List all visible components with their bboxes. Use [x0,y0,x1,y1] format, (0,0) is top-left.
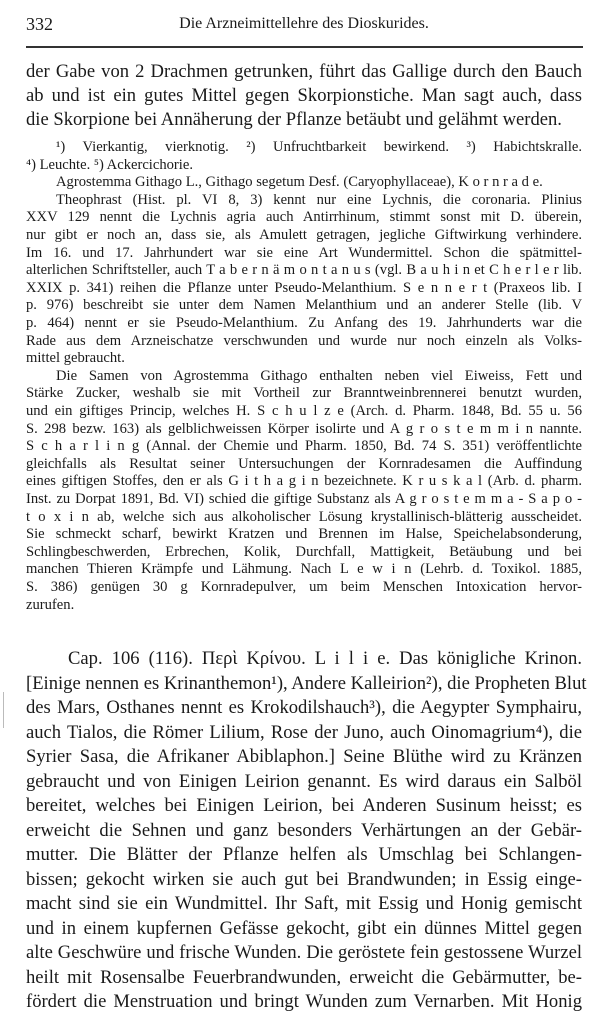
text-line: t o x i n ab, welche sich aus alkoholischer Lösung krystallinisch-blätterig ausscheidet. [26,508,582,525]
text-line: Rade aus dem Arzneischatze verschwunden und wurde nur noch einzeln als Volks- [26,332,582,349]
text-line: Im 16. und 17. Jahrhundert war sie eine Art Wundermittel. Schon die spätmittel- [26,244,582,261]
page-number: 332 [26,14,53,34]
running-title: Die Arzneimittellehre des Dioskurides. [179,15,429,32]
text-line: erweicht die Sehnen und ganz besonders Verhärtungen an der Gebär- [26,819,582,841]
text-line: S. 386) genügen 30 g Kornradepulver, um beim Menschen Intoxication hervor- [26,579,582,595]
header-rule [26,46,583,48]
text-line: macht sind sie ein Wundmittel. Ihr Saft, mit Essig und Honig gemischt [26,893,582,914]
text-line: Schlingbeschwerden, Erbrechen, Kolik, Durchfall, Mattigkeit, Betäubung und bei [26,543,582,560]
text-line: alterlichen Schriftsteller, auch T a b e r n ä m o n t a n u s (vgl. B a u h i n et C h e r l e r lib. [26,262,582,279]
text-line: eines giftigen Stoffes, den er als G i t h a g i n bezeichnete. K r u s k a l (Arb. d. pharm. [26,473,582,490]
text-line: der Gabe von 2 Drachmen getrunken, führt das Gallige durch den Bauch [26,61,582,82]
text-line: ⁴) Leuchte. ⁵) Ackercichorie. [26,156,193,173]
text-line: Inst. zu Dorpat 1891, Bd. VI) schied die giftige Substanz als A g r o s t e m m a - S a p o - [26,491,582,507]
text-line: XXIX p. 341) reihen die Pflanze unter Pseudo-Melanthium. S e n n e r t (Praxeos lib. I [26,279,582,296]
text-line: gleichfalls als Resultat seiner Untersuchungen der Kornradesamen die Auffindung [26,455,582,472]
text-line: des Mars, Osthanes nennt es Krokodilshauch³), die Aegypter Symphairu, [26,697,582,718]
text-line: mittel gebraucht. [26,350,125,367]
text-line: ab und ist ein gutes Mittel gegen Skorpionstiche. Man sagt auch, dass [26,85,582,106]
running-header [26,14,582,38]
text-line: zurufen. [26,596,75,613]
text-line: ¹) Vierkantig, vierknotig. ²) Unfruchtbarkeit bewirkend. ³) Habichtskralle. [56,139,582,155]
text-line: heilt mit Rosensalbe Feuerbrandwunden, erweicht die Gebärmutter, be- [26,966,582,988]
margin-mark [3,692,4,728]
text-line: auch Tialos, die Römer Lilium, Rose der Juno, auch Oinomagrium⁴), die [26,721,582,743]
text-line: Die Samen von Agrostemma Githago enthalten neben viel Eiweiss, Fett und [56,367,582,384]
text-line: bereitet, welches bei Einigen Leirion, bei Anderen Susinum heisst; es [26,795,582,816]
text-line: und in einem kupfernen Gefässe gekocht, gibt ein dünnes Mittel gegen [26,917,582,939]
text-line: p. 976) beschreibt sie unter dem Namen Melanthium und an anderer Stelle (lib. V [26,297,582,314]
text-line: Agrostemma Githago L., Githago segetum Desf. (Caryophyllaceae), K o r n r a d e. [56,174,543,191]
text-line: mutter. Die Blätter der Pflanze helfen als Umschlag bei Schlangen- [26,844,582,865]
text-line: Syrier Sasa, die Afrikaner Abiblaphon.] Seine Blüthe wird zu Kränzen [26,746,582,767]
text-line: Sie schmeckt scharf, bewirkt Kratzen und Brennen im Halse, Speichelabsonderung, [26,526,582,543]
text-line: Theophrast (Hist. pl. VI 8, 3) kennt nur eine Lychnis, die coronaria. Plinius [56,191,582,208]
text-line: gebraucht und von Einigen Leirion genannt. Es wird daraus ein Salböl [26,770,582,792]
text-line: S c h a r l i n g (Annal. der Chemie und Pharm. 1850, Bd. 74 S. 351) veröffentlichte [26,438,582,455]
text-line: Cap. 106 (116). Περὶ Κρίνου. L i l i e. Das königliche Krinon. [68,648,582,669]
text-line: p. 464) nennt er sie Pseudo-Melanthium. Zu Anfang des 19. Jahrhunderts war die [26,315,582,331]
text-line: XXV 129 nennt die Lychnis agria auch Antirrhinum, stimmt sonst mit D. überein, [26,209,582,226]
text-line: Stärke Zucker, weshalb sie mit Vortheil zur Branntweinbrennerei benutzt wurden, [26,385,582,402]
text-line: fördert die Menstruation und bringt Wunden zum Vernarben. Mit Honig [26,991,582,1012]
text-line: S. 298 bezw. 163) als gelblichweissen Körper isolirte und A g r o s t e m m i n nannte. [26,420,582,437]
text-line: alte Geschwüre und frische Wunden. Die geröstete fein gestossene Wurzel [26,942,582,963]
text-line: und ein giftiges Princip, welches H. S c h u l z e (Arch. d. Pharm. 1848, Bd. 55 u. 56 [26,403,582,419]
text-line: [Einige nennen es Krinanthemon¹), Andere Kalleirion²), die Propheten Blut [26,672,587,694]
text-line: nur gibt er noch an, dass sie, als Amulett getragen, jegliche Giftwirkung verhindere. [26,227,582,243]
text-line: die Skorpione bei Annäherung der Pflanze betäubt und gelähmt werden. [26,109,562,130]
text-line: manchen Thieren Krämpfe und Lähmung. Nach L e w i n (Lehrb. d. Toxikol. 1885, [26,561,582,578]
text-line: bissen; gekocht wirken sie auch gut bei Brandwunden; in Essig einge- [26,868,582,890]
